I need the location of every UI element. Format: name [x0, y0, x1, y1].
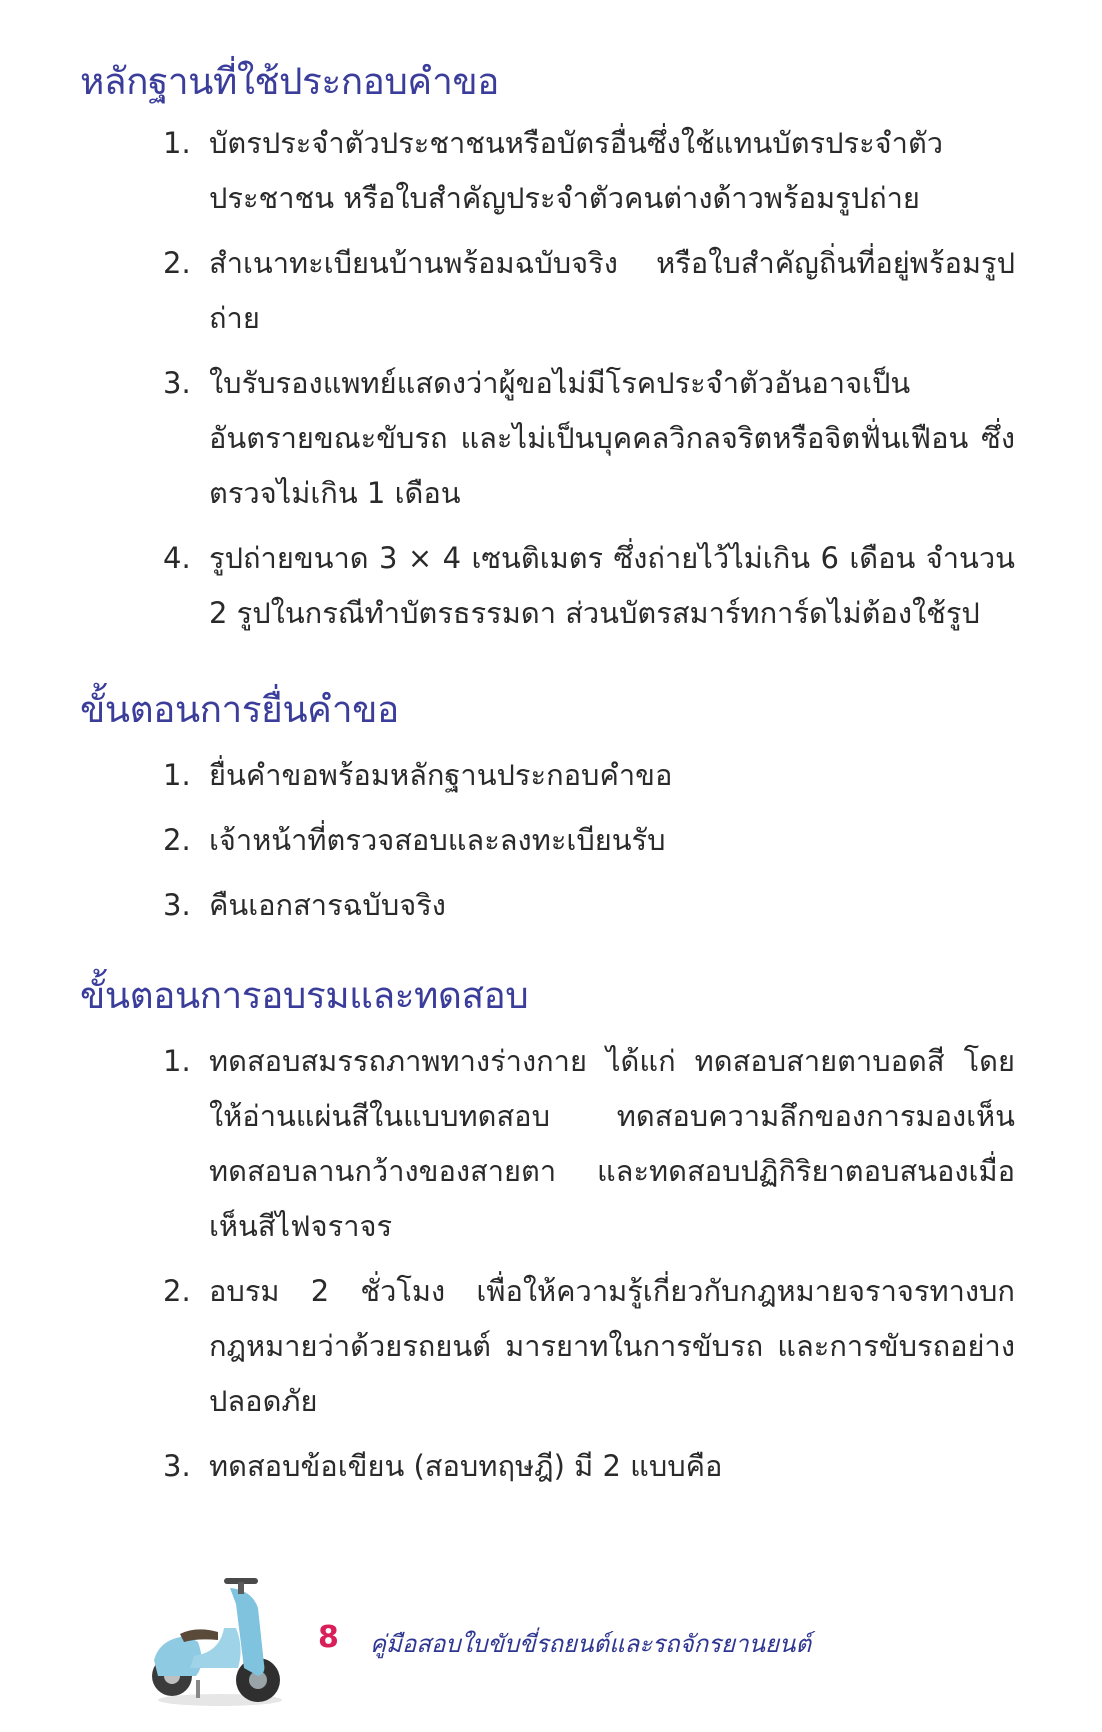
item-number: 1. — [163, 758, 191, 792]
item-text: สำเนาทะเบียนบ้านพร้อมฉบับจริง หรือใบสำคัญถิ่นที่อยู่พร้อมรูปถ่าย — [209, 246, 1015, 335]
section-title-training-tests: ขั้นตอนการอบรมและทดสอบ — [80, 974, 529, 1017]
list-item — [163, 531, 1015, 641]
training-tests-list — [163, 1034, 1015, 1504]
item-text: บัตรประจำตัวประชาชนหรือบัตรอื่นซึ่งใช้แทนบัตรประจำตัวประชาชน หรือใบสำคัญประจำตัวคนต่างด้าวพร้อมรูปถ่าย — [209, 126, 944, 215]
item-number: 1. — [163, 126, 191, 160]
page-footer — [140, 1568, 840, 1708]
item-text: ยื่นคำขอพร้อมหลักฐานประกอบคำขอ — [209, 758, 673, 792]
list-item — [163, 1264, 1015, 1429]
application-steps-list — [163, 748, 1015, 943]
item-text: คืนเอกสารฉบับจริง — [209, 888, 446, 922]
list-item — [163, 878, 1015, 933]
item-number: 2. — [163, 246, 191, 280]
item-number: 4. — [163, 541, 191, 575]
book-title: คู่มือสอบใบขับขี่รถยนต์และรถจักรยานยนต์ — [370, 1630, 812, 1658]
item-number: 2. — [163, 1274, 191, 1308]
list-item — [163, 813, 1015, 868]
item-text: เจ้าหน้าที่ตรวจสอบและลงทะเบียนรับ — [209, 823, 666, 857]
item-number: 2. — [163, 823, 191, 857]
section-title-application-steps: ขั้นตอนการยื่นคำขอ — [80, 688, 399, 731]
list-item — [163, 236, 1015, 346]
item-number: 3. — [163, 1449, 191, 1483]
item-text: รูปถ่ายขนาด 3 × 4 เซนติเมตร ซึ่งถ่ายไว้ไม่เกิน 6 เดือน จำนวน 2 รูปในกรณีทำบัตรธรรมดา ส่วนบัตรสมาร์ทการ์ดไม่ต้องใช้รูป — [209, 541, 1015, 630]
item-text: ทดสอบสมรรถภาพทางร่างกาย ได้แก่ ทดสอบสายตาบอดสี โดยให้อ่านแผ่นสีในแบบทดสอบ ทดสอบความลึกของการมองเห็น ทดสอบลานกว้างของสายตา และทดสอบปฏิกิริยาตอบสนองเมื่อเห็นสีไฟจราจร — [209, 1044, 1015, 1243]
page-number: 8 — [318, 1620, 339, 1655]
item-text: ใบรับรองแพทย์แสดงว่าผู้ขอไม่มีโรคประจำตัวอันอาจเป็นอันตรายขณะขับรถ และไม่เป็นบุคคลวิกลจริตหรือจิตฟั่นเฟือน ซึ่งตรวจไม่เกิน 1 เดือน — [209, 366, 1015, 510]
list-item — [163, 748, 1015, 803]
list-item — [163, 1034, 1015, 1254]
item-text: ทดสอบข้อเขียน (สอบทฤษฎี) มี 2 แบบคือ — [209, 1449, 723, 1483]
list-item — [163, 1439, 1015, 1494]
item-number: 3. — [163, 366, 191, 400]
item-text: อบรม 2 ชั่วโมง เพื่อให้ความรู้เกี่ยวกับกฎหมายจราจรทางบก กฎหมายว่าด้วยรถยนต์ มารยาทในการขับรถ และการขับรถอย่างปลอดภัย — [209, 1274, 1015, 1418]
scooter-icon — [140, 1568, 290, 1708]
section-title-documents: หลักฐานที่ใช้ประกอบคำขอ — [80, 60, 499, 103]
documents-list — [163, 116, 1015, 651]
item-number: 3. — [163, 888, 191, 922]
list-item — [163, 356, 1015, 521]
list-item — [163, 116, 1015, 226]
item-number: 1. — [163, 1044, 191, 1078]
